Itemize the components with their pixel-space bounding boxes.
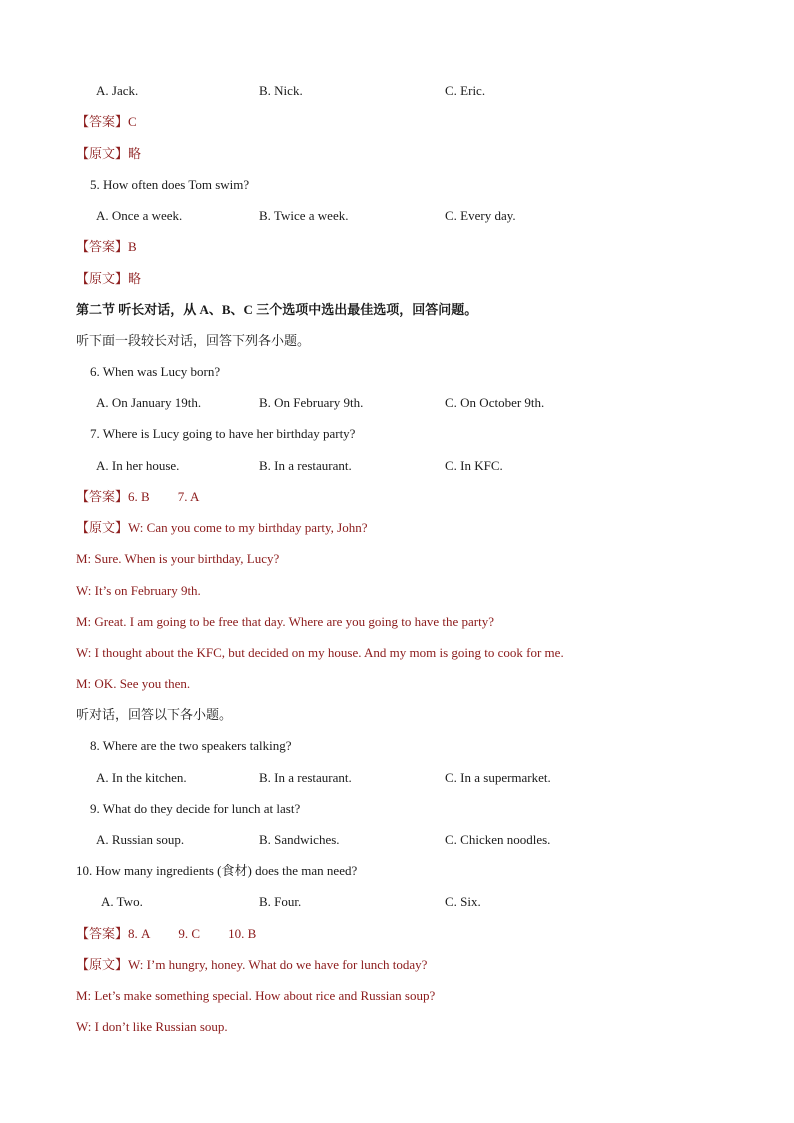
answer-label: 【答案】 (76, 489, 129, 504)
answer-value-8: 8. A (128, 926, 151, 941)
transcript-line: W: Can you come to my birthday party, John? (128, 520, 368, 535)
q10-question: 10. How many ingredients (食材) does the man need? (76, 863, 358, 878)
transcript-line: M: OK. See you then. (76, 676, 191, 691)
answer-value-9: 9. C (178, 926, 201, 941)
q4-source (76, 146, 141, 162)
answer-label: 【答案】 (76, 239, 129, 254)
answer-value-7: 7. A (177, 489, 200, 504)
q7-question: 7. Where is Lucy going to have her birthday party? (90, 426, 356, 441)
transcript-line: M: Great. I am going to be free that day. Where are you going to have the party? (76, 614, 495, 629)
q9-option-b: B. Sandwiches. (259, 832, 340, 847)
answer-value-6: 6. B (128, 489, 150, 504)
transcript-line: W: I’m hungry, honey. What do we have for lunch today? (128, 957, 428, 972)
q8-option-c: C. In a supermarket. (445, 770, 551, 785)
q6-option-b: B. On February 9th. (259, 395, 364, 410)
source-value: 略 (128, 146, 142, 161)
q5-option-c: C. Every day. (445, 208, 516, 223)
q6-7-source (76, 520, 368, 536)
transcript-line: M: Let’s make something special. How about rice and Russian soup? (76, 988, 436, 1003)
q10-option-c: C. Six. (445, 894, 481, 909)
q8-option-a: A. In the kitchen. (96, 770, 187, 785)
source-label: 【原文】 (76, 146, 129, 161)
answer-label: 【答案】 (76, 926, 129, 941)
q6-question: 6. When was Lucy born? (90, 364, 221, 379)
transcript-line: W: It’s on February 9th. (76, 583, 201, 598)
dialog1-intro: 听下面一段较长对话，回答下列各小题。 (76, 333, 311, 348)
source-label: 【原文】 (76, 520, 129, 535)
q10-option-b: B. Four. (259, 894, 302, 909)
q5-source (76, 271, 141, 287)
q5-question: 5. How often does Tom swim? (90, 177, 250, 192)
q9-question: 9. What do they decide for lunch at last? (90, 801, 301, 816)
q9-option-a: A. Russian soup. (96, 832, 185, 847)
transcript-line: W: I thought about the KFC, but decided on my house. And my mom is going to cook for me. (76, 645, 564, 660)
q10-option-a: A. Two. (101, 894, 143, 909)
dialog2-intro: 听对话，回答以下各小题。 (76, 707, 233, 722)
answer-value: B (128, 239, 137, 254)
q8-option-b: B. In a restaurant. (259, 770, 352, 785)
q4-option-c: C. Eric. (445, 83, 486, 98)
transcript-line: M: Sure. When is your birthday, Lucy? (76, 551, 280, 566)
q9-option-c: C. Chicken noodles. (445, 832, 551, 847)
q7-option-b: B. In a restaurant. (259, 458, 352, 473)
q5-option-a: A. Once a week. (96, 208, 183, 223)
q4-option-a: A. Jack. (96, 83, 139, 98)
source-label: 【原文】 (76, 957, 129, 972)
q5-option-b: B. Twice a week. (259, 208, 349, 223)
q7-option-c: C. In KFC. (445, 458, 503, 473)
q8-question: 8. Where are the two speakers talking? (90, 738, 292, 753)
transcript-line: W: I don’t like Russian soup. (76, 1019, 228, 1034)
answer-value-10: 10. B (228, 926, 257, 941)
source-value: 略 (128, 271, 142, 286)
q8-10-answer (76, 926, 256, 942)
q7-option-a: A. In her house. (96, 458, 180, 473)
section2-title: 第二节 听长对话，从 A、B、C 三个选项中选出最佳选项，回答问题。 (76, 302, 478, 317)
q5-answer (76, 239, 137, 255)
q6-7-answer (76, 489, 199, 505)
q4-answer (76, 114, 137, 130)
answer-value: C (128, 114, 137, 129)
q6-option-c: C. On October 9th. (445, 395, 545, 410)
q4-option-b: B. Nick. (259, 83, 303, 98)
q8-10-source (76, 957, 427, 973)
source-label: 【原文】 (76, 271, 129, 286)
q6-option-a: A. On January 19th. (96, 395, 202, 410)
answer-label: 【答案】 (76, 114, 129, 129)
